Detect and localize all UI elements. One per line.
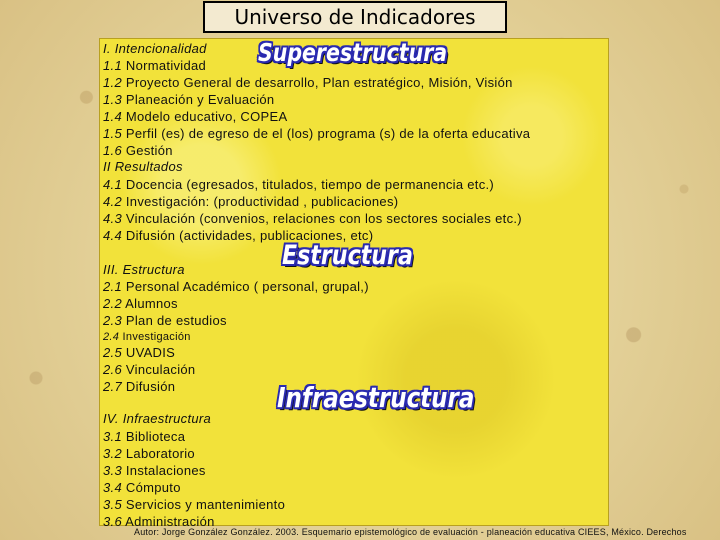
wordart-superestructura: Superestructura xyxy=(258,38,448,67)
indicator-number: 2.5 xyxy=(103,345,122,360)
indicator-number: 4.3 xyxy=(103,211,122,226)
indicator-text: Cómputo xyxy=(121,480,181,495)
indicator-line xyxy=(103,92,274,108)
indicator-text: Infraestructura xyxy=(118,411,212,426)
indicator-line xyxy=(103,126,530,142)
indicator-number: 3.1 xyxy=(103,429,122,444)
indicator-line xyxy=(103,211,522,227)
indicator-text: Planeación y Evaluación xyxy=(121,92,275,107)
indicator-number: 4.4 xyxy=(103,228,122,243)
indicator-line xyxy=(103,329,191,345)
indicator-number: 2.3 xyxy=(103,313,122,328)
indicator-text: Normatividad xyxy=(121,58,207,73)
indicator-line xyxy=(103,296,178,312)
indicator-number: 1.1 xyxy=(103,58,122,73)
indicator-text: Difusión xyxy=(121,379,176,394)
slide-title: Universo de Indicadores xyxy=(203,1,507,33)
indicator-number: II xyxy=(103,159,111,174)
indicator-number: 1.5 xyxy=(103,126,122,141)
indicator-text: Personal Académico ( personal, grupal,) xyxy=(121,279,369,294)
indicator-number: IV. xyxy=(103,411,119,426)
indicator-number: III. xyxy=(103,262,119,277)
indicator-text: Gestión xyxy=(121,143,173,158)
indicator-line xyxy=(103,313,227,329)
indicator-text: UVADIS xyxy=(121,345,176,360)
indicator-text: Resultados xyxy=(110,159,183,174)
indicator-line xyxy=(103,262,185,278)
indicator-number: 2.2 xyxy=(103,296,122,311)
indicator-line xyxy=(103,58,206,74)
indicator-text: Difusión (actividades, publicaciones, etc) xyxy=(121,228,374,243)
indicator-text: Vinculación (convenios, relaciones con los sectores sociales etc.) xyxy=(121,211,522,226)
indicator-line xyxy=(103,497,285,513)
indicator-line xyxy=(103,362,195,378)
indicator-line xyxy=(103,463,206,479)
indicator-number: 3.3 xyxy=(103,463,122,478)
indicator-number: 1.4 xyxy=(103,109,122,124)
indicator-number: 4.2 xyxy=(103,194,122,209)
indicator-text: Servicios y mantenimiento xyxy=(121,497,286,512)
indicator-line xyxy=(103,379,175,395)
indicator-line xyxy=(103,143,173,159)
indicator-line xyxy=(103,279,369,295)
indicator-text: Alumnos xyxy=(121,296,178,311)
indicator-number: 2.1 xyxy=(103,279,122,294)
indicator-line xyxy=(103,41,207,57)
indicator-line xyxy=(103,514,215,530)
indicator-text: Plan de estudios xyxy=(121,313,227,328)
indicator-text: Investigación xyxy=(119,331,191,343)
indicator-number: I. xyxy=(103,41,111,56)
indicator-text: Biblioteca xyxy=(121,429,186,444)
indicator-number: 1.3 xyxy=(103,92,122,107)
indicator-number: 2.4 xyxy=(103,331,120,343)
indicator-line xyxy=(103,159,183,175)
indicator-number: 3.6 xyxy=(103,514,122,529)
indicator-number: 1.2 xyxy=(103,75,122,90)
indicator-number: 2.7 xyxy=(103,379,122,394)
indicator-line xyxy=(103,177,494,193)
wordart-estructura: Estructura xyxy=(282,240,413,271)
indicator-line xyxy=(103,109,287,125)
indicator-text: Modelo educativo, COPEA xyxy=(121,109,288,124)
indicator-text: Docencia (egresados, titulados, tiempo de permanencia etc.) xyxy=(121,177,495,192)
indicator-line xyxy=(103,480,181,496)
indicator-text: Proyecto General de desarrollo, Plan estratégico, Misión, Visión xyxy=(121,75,513,90)
indicator-text: Instalaciones xyxy=(121,463,206,478)
indicator-text: Perfil (es) de egreso de el (los) programa (s) de la oferta educativa xyxy=(121,126,531,141)
indicator-text: Laboratorio xyxy=(121,446,195,461)
indicator-line xyxy=(103,75,513,91)
author-footer: Autor: Jorge González González. 2003. Esquemario epistemológico de evaluación - planeación educativa CIEES, México. Derechos xyxy=(134,527,687,537)
indicator-number: 1.6 xyxy=(103,143,122,158)
indicator-line xyxy=(103,411,211,427)
wordart-infraestructura: Infraestructura xyxy=(277,381,475,414)
indicator-text: Investigación: (productividad , publicaciones) xyxy=(121,194,399,209)
indicator-text: Vinculación xyxy=(121,362,196,377)
indicator-line xyxy=(103,345,175,361)
indicator-line xyxy=(103,446,195,462)
indicator-text: Administración xyxy=(121,514,215,529)
indicator-number: 2.6 xyxy=(103,362,122,377)
indicator-text: Estructura xyxy=(118,262,185,277)
indicator-number: 3.2 xyxy=(103,446,122,461)
indicator-line xyxy=(103,194,398,210)
indicator-line xyxy=(103,228,373,244)
indicator-text: Intencionalidad xyxy=(110,41,207,56)
indicator-number: 3.4 xyxy=(103,480,122,495)
indicator-number: 3.5 xyxy=(103,497,122,512)
indicator-number: 4.1 xyxy=(103,177,122,192)
indicator-line xyxy=(103,429,185,445)
